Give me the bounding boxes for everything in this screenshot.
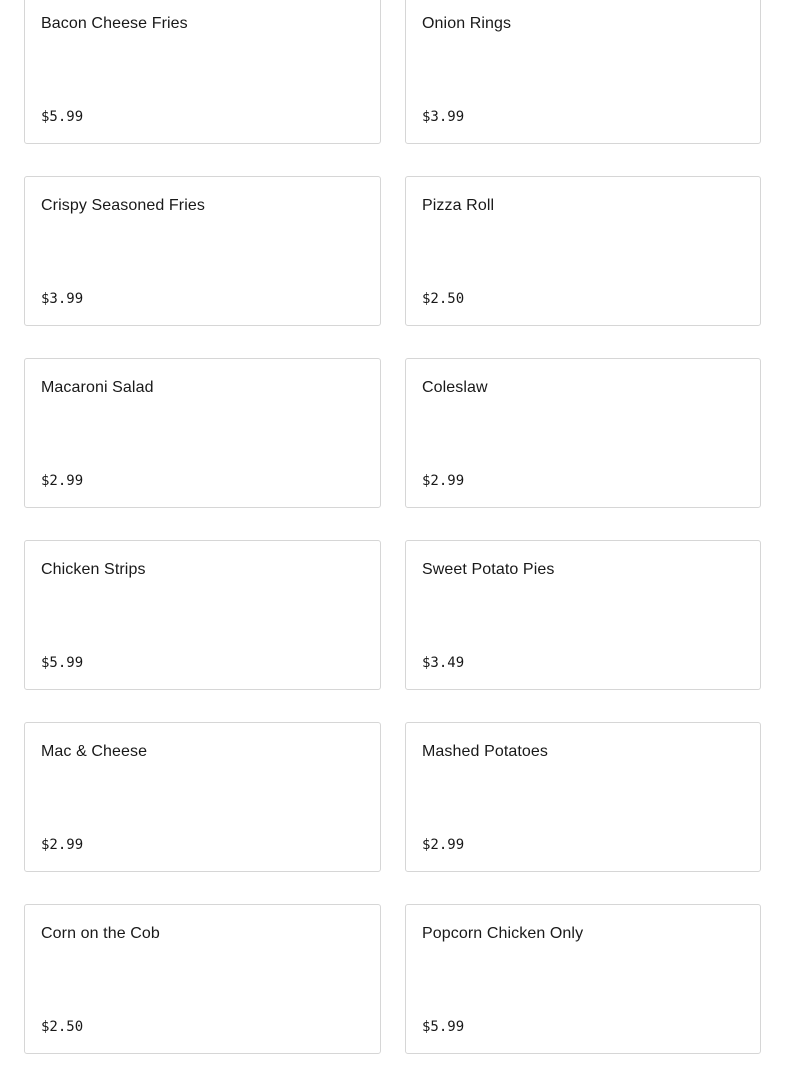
menu-item-price: $2.99 (422, 837, 465, 853)
menu-item-name: Mac & Cheese (41, 743, 148, 760)
menu-item-card-chicken-strips[interactable] (24, 540, 381, 690)
menu-item-name: Coleslaw (422, 379, 488, 396)
menu-item-price: $5.99 (41, 109, 84, 125)
menu-item-grid (24, 0, 761, 1054)
menu-item-name: Crispy Seasoned Fries (41, 197, 205, 214)
menu-item-price: $2.99 (422, 473, 465, 489)
menu-item-price: $2.99 (41, 473, 84, 489)
menu-item-card-mac-and-cheese[interactable] (24, 722, 381, 872)
menu-item-card-popcorn-chicken-only[interactable] (405, 904, 761, 1054)
menu-item-price: $2.99 (41, 837, 84, 853)
menu-item-name: Bacon Cheese Fries (41, 15, 188, 32)
menu-item-card-bacon-cheese-fries[interactable] (24, 0, 381, 144)
menu-item-price: $5.99 (422, 1019, 465, 1035)
menu-item-card-crispy-seasoned-fries[interactable] (24, 176, 381, 326)
menu-item-name: Chicken Strips (41, 561, 146, 578)
menu-item-price: $3.49 (422, 655, 465, 671)
menu-item-price: $2.50 (422, 291, 465, 307)
menu-item-name: Sweet Potato Pies (422, 561, 555, 578)
menu-item-card-macaroni-salad[interactable] (24, 358, 381, 508)
menu-item-card-sweet-potato-pies[interactable] (405, 540, 761, 690)
menu-item-price: $5.99 (41, 655, 84, 671)
menu-item-card-corn-on-the-cob[interactable] (24, 904, 381, 1054)
menu-item-card-pizza-roll[interactable] (405, 176, 761, 326)
menu-item-card-mashed-potatoes[interactable] (405, 722, 761, 872)
menu-item-card-coleslaw[interactable] (405, 358, 761, 508)
menu-item-name: Corn on the Cob (41, 925, 160, 942)
menu-item-price: $3.99 (41, 291, 84, 307)
menu-item-name: Macaroni Salad (41, 379, 154, 396)
menu-item-price: $3.99 (422, 109, 465, 125)
menu-item-card-onion-rings[interactable] (405, 0, 761, 144)
menu-item-name: Onion Rings (422, 15, 512, 32)
menu-item-name: Mashed Potatoes (422, 743, 549, 760)
menu-item-price: $2.50 (41, 1019, 84, 1035)
menu-item-name: Popcorn Chicken Only (422, 925, 584, 942)
menu-item-name: Pizza Roll (422, 197, 495, 214)
